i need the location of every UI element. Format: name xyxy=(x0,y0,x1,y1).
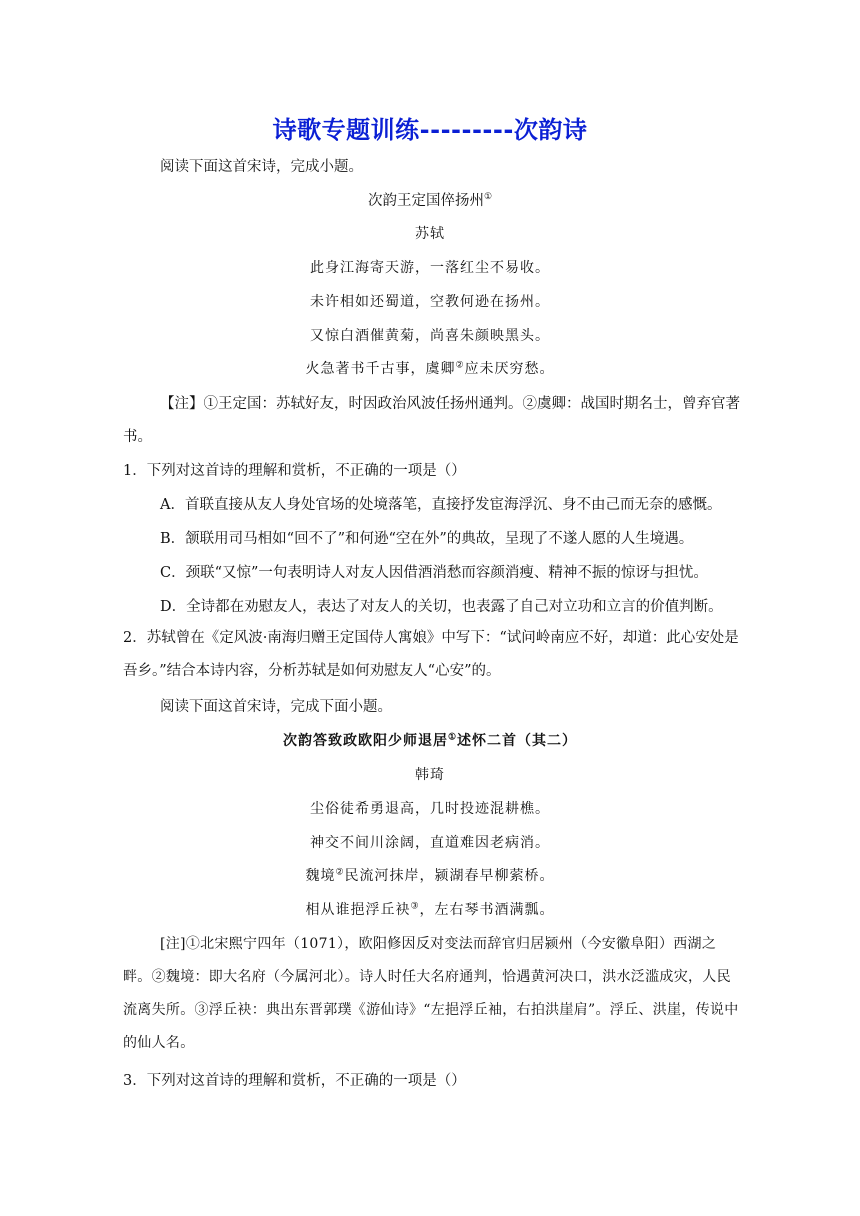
footnote-marker: ① xyxy=(483,192,493,203)
poem1-line-2: 未许相如还蜀道，空教何逊在扬州。 xyxy=(310,294,550,310)
poem1-author: 苏轼 xyxy=(415,226,445,242)
page-title: 诗歌专题训练---------次韵诗 xyxy=(272,116,588,144)
footnote-marker: ② xyxy=(335,867,345,878)
poem2-line-3: 魏境②民流河抹岸，颍湖春早柳萦桥。 xyxy=(305,867,555,884)
poem2-line-1: 尘俗徒希勇退高，几时投迹混耕樵。 xyxy=(310,801,550,817)
poem2-author: 韩琦 xyxy=(415,767,445,783)
question-3-stem: 3．下列对这首诗的理解和赏析，不正确的一项是（） xyxy=(123,1073,466,1089)
poem1-line-3: 又惊白酒催黄菊，尚喜朱颜映黑头。 xyxy=(310,328,550,344)
footnote-marker: ② xyxy=(455,360,465,371)
question-1-option-c: C．颈联“又惊”一句表明诗人对友人因借酒消愁而容颜消瘦、精神不振的惊讶与担忧。 xyxy=(160,565,708,581)
poem1-line-1: 此身江海寄天游，一落红尘不易收。 xyxy=(310,260,550,276)
question-2: 2．苏轼曾在《定风波·南海归赠王定国侍人寓娘》中写下：“试问岭南应不好，却道：此心安处是吾乡。”结合本诗内容，分析苏轼是如何劝慰友人“心安”的。 xyxy=(123,630,739,679)
section1-intro: 阅读下面这首宋诗，完成小题。 xyxy=(160,159,363,175)
poem1-line-4: 火急著书千古事，虞卿②应未厌穷愁。 xyxy=(305,360,555,377)
poem1-note: 【注】①王定国：苏轼好友，时因政治风波任扬州通判。②虞卿：战国时期名士，曾弃官著书。 xyxy=(123,396,740,445)
question-1-option-a: A．首联直接从友人身处官场的处境落笔，直接抒发宦海浮沉、身不由己而无奈的感慨。 xyxy=(160,497,722,513)
poem1-title: 次韵王定国倅扬州① xyxy=(367,192,493,209)
question-1-option-b: B．颔联用司马相如“回不了”和何逊“空在外”的典故，呈现了不遂人愿的人生境遇。 xyxy=(160,531,694,547)
section2-intro: 阅读下面这首宋诗，完成下面小题。 xyxy=(160,699,392,715)
footnote-marker: ① xyxy=(447,732,458,743)
poem2-line-4: 相从谁挹浮丘袂③，左右琴书酒满瓢。 xyxy=(305,901,555,918)
poem2-title: 次韵答致政欧阳少师退居①述怀二首（其二） xyxy=(282,732,578,749)
footnote-marker: ③ xyxy=(410,901,420,912)
question-1-option-d: D．全诗都在劝慰友人，表达了对友人的关切，也表露了自己对立功和立言的价值判断。 xyxy=(160,599,723,615)
poem2-line-2: 神交不间川涂阔，直道难因老病消。 xyxy=(310,835,550,851)
question-1-stem: 1．下列对这首诗的理解和赏析，不正确的一项是（） xyxy=(123,463,466,479)
poem2-note: [注]①北宋熙宁四年（1071），欧阳修因反对变法而辞官归居颍州（今安徽阜阳）西湖之畔。②魏境：即大名府（今属河北）。诗人时任大名府通判，恰遇黄河决口，洪水泛滥成灾，人民流离失所。③浮丘袂：典出东晋郭璞《游仙诗》“左挹浮丘袖，右拍洪崖肩”。浮丘、洪崖，传说中的仙人名。 xyxy=(123,936,739,1051)
